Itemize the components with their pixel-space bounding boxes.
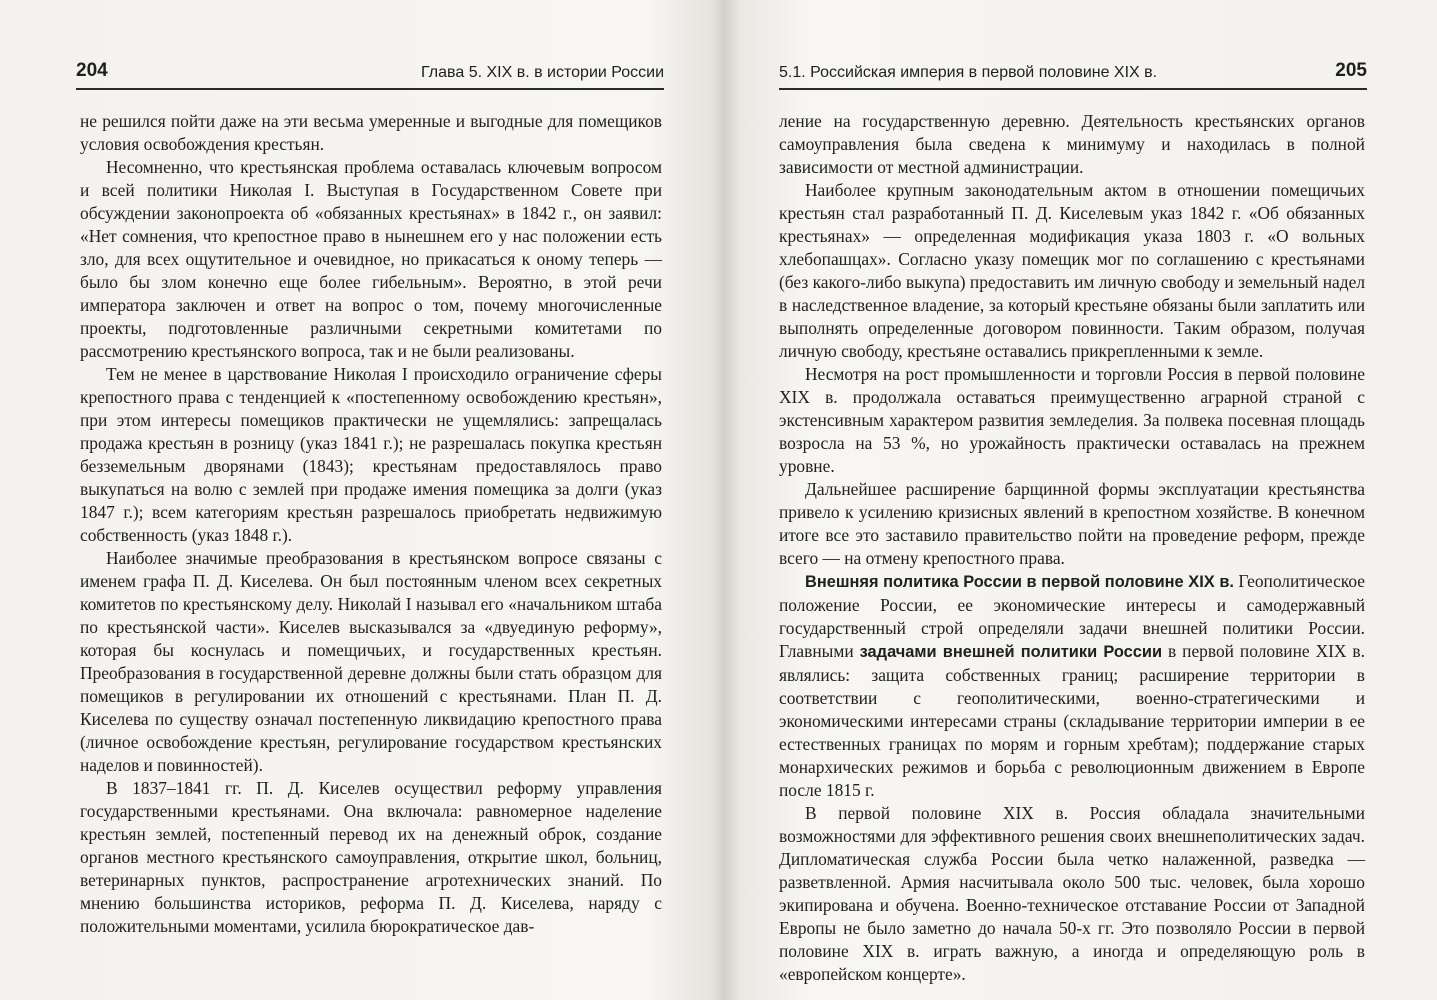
paragraph: Наиболее значимые преобразования в крестьянском вопросе связаны с именем графа П. Д. Киселева. Он был постоянным членом всех секретных комитетов по крестьянскому делу. Николай I называл его «начальником штаба по крестьянской части». Киселев высказывался за «двуединую реформу», которая бы коснулась и помещичьих, и государственных крестьян. Преобразования в государственной деревне должны были стать образцом для помещиков в регулировании их отношений с крестьянами. План П. Д. Киселева по существу означал постепенную ликвидацию крепостного права (личное освобождение крестьян, регулирование государством крестьянских наделов и повинностей).: [80, 548, 662, 775]
left-running-head: [76, 50, 664, 90]
right-body-text: [779, 110, 1365, 986]
paragraph: Дальнейшее расширение барщинной формы эксплуатации крестьянства привело к усилению кризисных явлений в крепостном хозяйстве. В конечном итоге все это заставило правительство пойти на проведение реформ, прежде всего — на отмену крепостного права.: [779, 479, 1365, 568]
section-heading: Внешняя политика России в первой половине XIX в.: [805, 573, 1234, 591]
paragraph: Наиболее крупным законодательным актом в отношении помещичьих крестьян стал разработанный П. Д. Киселевым указ 1842 г. «Об обязанных крестьянах» — определенная модификация указа 1803 г. «О вольных хлебопашцах». Согласно указу помещик мог по соглашению с крестьянами (без какого-либо выкупа) предоставить им личную свободу и земельный надел в наследственное владение, за который крестьяне обязаны были заплатить или выполнять определенные договором повинности. Таким образом, получая личную свободу, крестьяне оставались прикрепленными к земле.: [779, 180, 1365, 361]
paragraph-text: Геополитическое положение России, ее экономические интересы и самодержавный государственный строй определяли задачи внешней политики России. Главными: [779, 571, 1365, 661]
paragraph: не решился пойти даже на эти весьма умеренные и выгодные для помещиков условия освобождения крестьян.: [80, 111, 662, 154]
page-number-left: 204: [76, 60, 108, 81]
chapter-title: Глава 5. XIX в. в истории России: [421, 64, 664, 81]
paragraph-text: в первой половине XIX в. являлись: защита собственных границ; расширение территории в соответствии с геополитическими, военно-стратегическими и экономическими интересами страны (складывание территории империи в ее естественных границах по морям и горным хребтам); поддержание старых монархических режимов и борьба с революционным движением в Европе после 1815 г.: [779, 641, 1365, 800]
paragraph: Несмотря на рост промышленности и торговли Россия в первой половине XIX в. продолжала оставаться преимущественно аграрной страной с экстенсивным характером развития земледелия. За полвека посевная площадь возросла на 53 %, но урожайность практически оставалась на прежнем уровне.: [779, 364, 1365, 476]
page-number-right: 205: [1335, 60, 1367, 81]
section-title: 5.1. Российская империя в первой половине XIX в.: [779, 64, 1158, 81]
right-page: [719, 0, 1437, 1000]
paragraph: В первой половине XIX в. Россия обладала значительными возможностями для эффективного решения своих внешнеполитических задач. Дипломатическая служба России была четко налаженной, разведка — разветвленной. Армия насчитывала около 500 тыс. человек, была хорошо экипирована и обучена. Военно-техническое отставание России от Западной Европы не было заметно до начала 50-х гг. Это позволяло России в первой половине XIX в. играть важную, а иногда и определяющую роль в «европейском концерте».: [779, 803, 1365, 984]
left-page: [0, 0, 718, 1000]
paragraph: Тем не менее в царствование Николая I происходило ограничение сферы крепостного права с тенденцией к «постепенному освобождению крестьян», при этом интересы помещиков практически не ущемлялись: запрещалась продажа крестьян в розницу (указ 1841 г.); не разрешалась покупка крестьян безземельным дворянами (1843); крестьянам предоставлялось право выкупаться на волю с землей при продаже имения помещика за долги (указ 1847 г.); всем категориям крестьян разрешалось приобретать недвижимую собственность (указ 1848 г.).: [80, 364, 662, 545]
paragraph-foreign-policy: [779, 570, 1365, 802]
paragraph: ление на государственную деревню. Деятельность крестьянских органов самоуправления была сведена к минимуму и находилась в полной зависимости от местной администрации.: [779, 111, 1365, 177]
paragraph: В 1837–1841 гг. П. Д. Киселев осуществил реформу управления государственными крестьянами. Она включала: равномерное наделение крестьян землей, постепенный перевод их на денежный оброк, создание органов местного крестьянского самоуправления, открытие школ, больниц, ветеринарных пунктов, распространение агротехнических знаний. По мнению большинства историков, реформа П. Д. Киселева, наряду с положительными моментами, усилила бюрократическое дав-: [80, 778, 662, 936]
left-body-text: [80, 110, 662, 938]
right-running-head: [779, 50, 1367, 90]
bold-term: задачами внешней политики России: [859, 643, 1163, 661]
paragraph: Несомненно, что крестьянская проблема оставалась ключевым вопросом и всей политики Николая I. Выступая в Государственном Совете при обсуждении законопроекта об «обязанных крестьянах» в 1842 г., он заявил: «Нет сомнения, что крепостное право в нынешнем его у нас положении есть зло, для всех ощутительное и очевидное, но прикасаться к оному теперь — было бы злом конечно еще более гибельным». Вероятно, в этой речи императора заключен и ответ на вопрос о том, почему многочисленные проекты, подготовленные различными секретными комитетами по рассмотрению крестьянского вопроса, так и не были реализованы.: [80, 157, 662, 361]
